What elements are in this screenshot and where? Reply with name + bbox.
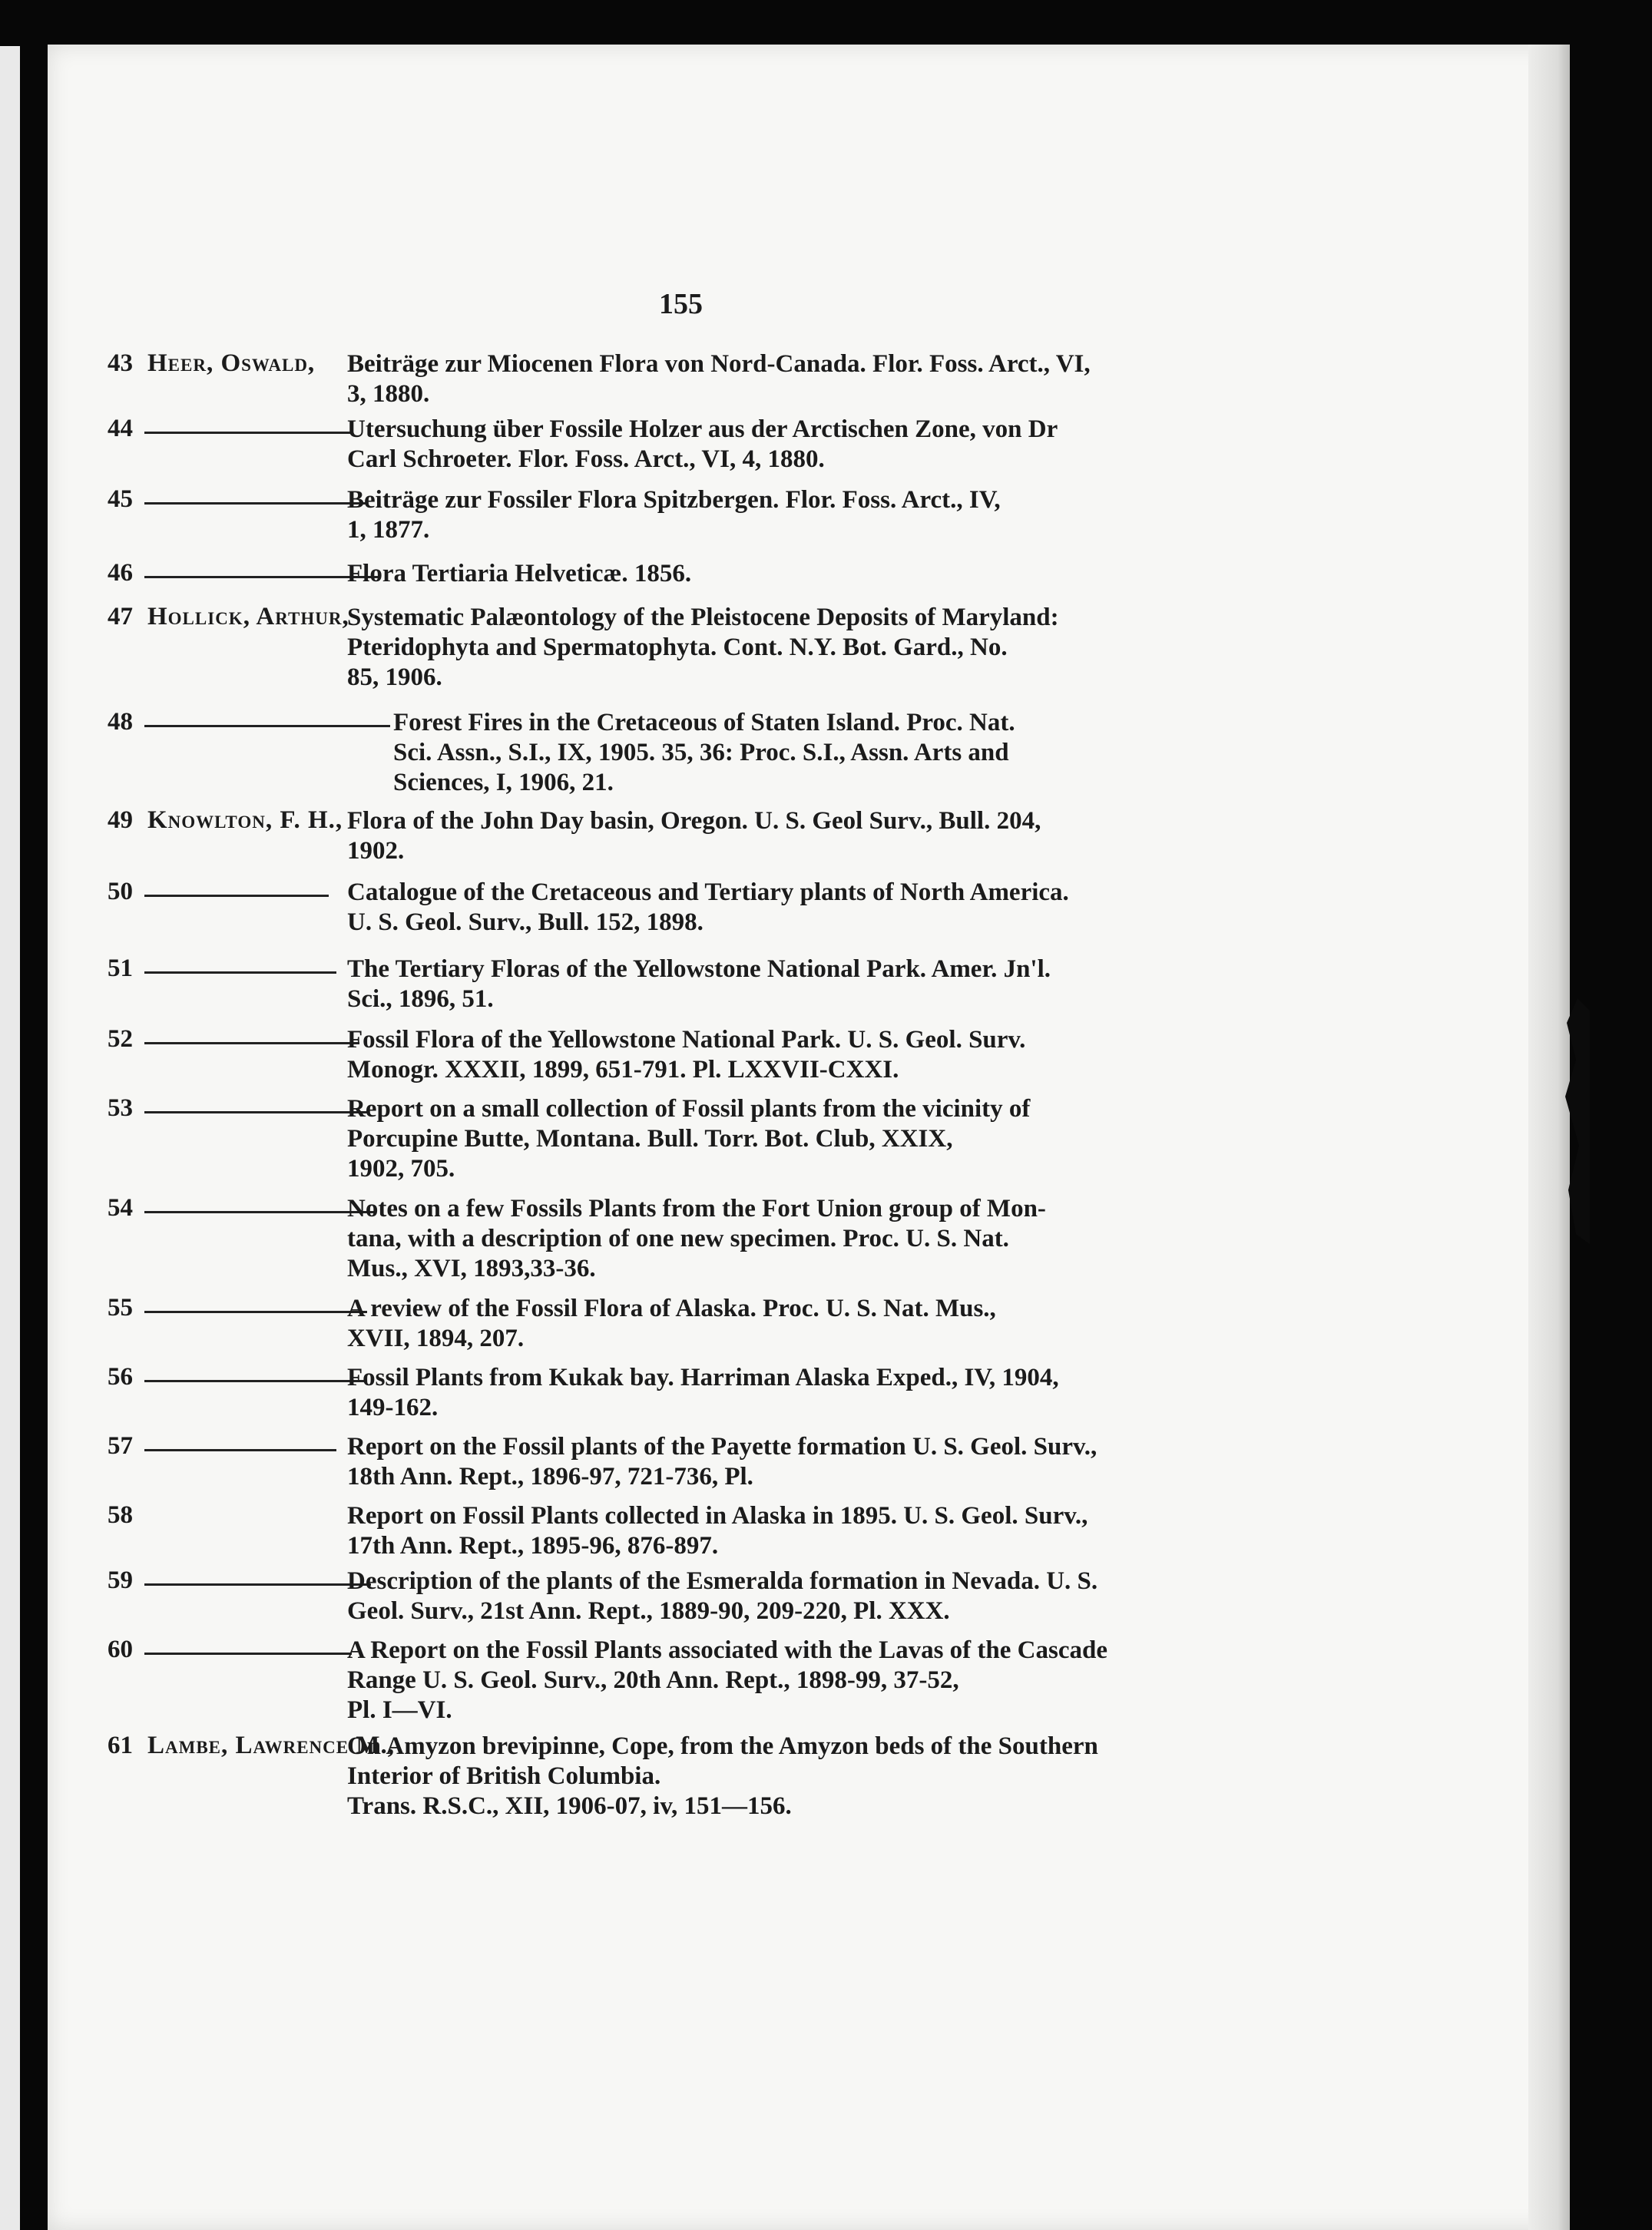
ditto-dash (144, 725, 390, 727)
entry-number: 60 (108, 1636, 133, 1663)
reference-line: U. S. Geol. Surv., Bull. 152, 1898. (347, 908, 704, 936)
ditto-dash (144, 1111, 367, 1113)
ditto-dash (144, 1211, 375, 1213)
entry-number: 53 (108, 1094, 133, 1122)
ditto-dash (144, 1042, 359, 1044)
reference-line: 1902. (347, 837, 405, 865)
ditto-dash (144, 1311, 367, 1313)
reference-line: Pl. I—VI. (347, 1696, 452, 1724)
entry-reference (347, 1501, 1215, 1561)
entry-number: 48 (108, 708, 133, 736)
entry-reference (347, 1432, 1215, 1492)
entry-number: 43 (108, 349, 133, 377)
reference-line: Trans. R.S.C., XII, 1906-07, iv, 151—156. (347, 1792, 792, 1820)
entry-number: 46 (108, 559, 133, 587)
reference-line: Mus., XVI, 1893,33-36. (347, 1255, 596, 1282)
reference-line: 1, 1877. (347, 516, 430, 544)
entry-number: 55 (108, 1294, 133, 1322)
reference-line: A review of the Fossil Flora of Alaska. Proc. U. S. Nat. Mus., (347, 1295, 996, 1322)
entry-reference (347, 349, 1215, 409)
reference-line: 3, 1880. (347, 380, 430, 408)
reference-line: Beiträge zur Miocenen Flora von Nord-Canada. Flor. Foss. Arct., VI, (347, 350, 1091, 378)
entry-reference (347, 485, 1215, 545)
entry-number: 50 (108, 878, 133, 905)
page-fold-shadow (1528, 45, 1570, 2230)
scanner-edge (0, 46, 20, 2230)
reference-line: 1902, 705. (347, 1155, 455, 1183)
reference-line: Forest Fires in the Cretaceous of Staten Island. Proc. Nat. (393, 709, 1015, 736)
entry-reference (347, 415, 1215, 475)
entry-author: Hollick, Arthur, (147, 603, 349, 630)
reference-line: Fossil Flora of the Yellowstone National Park. U. S. Geol. Surv. (347, 1026, 1026, 1054)
reference-line: XVII, 1894, 207. (347, 1325, 525, 1352)
entry-reference (347, 1567, 1215, 1626)
entry-reference (347, 1294, 1215, 1354)
ditto-dash (144, 1380, 367, 1382)
reference-line: Report on Fossil Plants collected in Alaska in 1895. U. S. Geol. Surv., (347, 1502, 1088, 1530)
entry-author: Knowlton, F. H., (147, 806, 343, 834)
reference-line: Description of the plants of the Esmeralda formation in Nevada. U. S. (347, 1567, 1098, 1595)
reference-line: 85, 1906. (347, 663, 442, 691)
entry-number: 52 (108, 1025, 133, 1053)
reference-line: Report on a small collection of Fossil plants from the vicinity of (347, 1095, 1031, 1123)
entry-number: 51 (108, 955, 133, 982)
entry-reference (347, 603, 1215, 693)
reference-line: Catalogue of the Cretaceous and Tertiary plants of North America. (347, 878, 1069, 906)
reference-line: Systematic Palæontology of the Pleistocene Deposits of Maryland: (347, 604, 1059, 631)
reference-line: A Report on the Fossil Plants associated with the Lavas of the Cascade (347, 1636, 1107, 1664)
ditto-dash (144, 895, 329, 897)
reference-line: Utersuchung über Fossile Holzer aus der Arctischen Zone, von Dr (347, 415, 1058, 443)
entry-reference (347, 878, 1215, 938)
reference-line: Flora of the John Day basin, Oregon. U. S. Geol Surv., Bull. 204, (347, 807, 1041, 835)
reference-line: Sci. Assn., S.I., IX, 1905. 35, 36: Proc. S.I., Assn. Arts and (393, 739, 1009, 766)
reference-line: Porcupine Butte, Montana. Bull. Torr. Bot. Club, XXIX, (347, 1125, 953, 1153)
reference-line: 18th Ann. Rept., 1896-97, 721-736, Pl. (347, 1463, 753, 1491)
entry-number: 45 (108, 485, 133, 513)
ditto-dash (144, 432, 352, 434)
entry-number: 57 (108, 1432, 133, 1460)
entry-reference (347, 1363, 1215, 1423)
reference-line: Notes on a few Fossils Plants from the Fort Union group of Mon- (347, 1195, 1046, 1223)
reference-line: Flora Tertiaria Helveticæ. 1856. (347, 560, 692, 587)
reference-line: Pteridophyta and Spermatophyta. Cont. N.Y. Bot. Gard., No. (347, 634, 1008, 661)
reference-line: 149-162. (347, 1394, 439, 1421)
entry-number: 54 (108, 1194, 133, 1222)
reference-line: 17th Ann. Rept., 1895-96, 876-897. (347, 1532, 719, 1560)
ditto-dash (144, 1653, 352, 1655)
reference-line: Carl Schroeter. Flor. Foss. Arct., VI, 4, 1880. (347, 445, 825, 473)
entry-number: 49 (108, 806, 133, 834)
ditto-dash (144, 576, 379, 578)
entry-number: 59 (108, 1567, 133, 1594)
entry-reference (347, 806, 1215, 866)
entry-reference (347, 1636, 1215, 1725)
reference-line: Monogr. XXXII, 1899, 651-791. Pl. LXXVII-CXXI. (347, 1056, 899, 1084)
reference-line: On Amyzon brevipinne, Cope, from the Amyzon beds of the Southern (347, 1732, 1098, 1760)
entry-reference (393, 708, 1261, 798)
entry-reference (347, 955, 1215, 1014)
ditto-dash (144, 1449, 336, 1451)
entry-number: 47 (108, 603, 133, 630)
reference-line: Interior of British Columbia. (347, 1762, 661, 1790)
ditto-dash (144, 1583, 371, 1586)
entry-number: 61 (108, 1732, 133, 1759)
entry-number: 56 (108, 1363, 133, 1391)
reference-line: Fossil Plants from Kukak bay. Harriman Alaska Exped., IV, 1904, (347, 1364, 1059, 1391)
reference-line: Range U. S. Geol. Surv., 20th Ann. Rept., 1898-99, 37-52, (347, 1666, 959, 1694)
ditto-dash (144, 502, 367, 505)
reference-line: Geol. Surv., 21st Ann. Rept., 1889-90, 209-220, Pl. XXX. (347, 1597, 950, 1625)
entry-number: 58 (108, 1501, 133, 1529)
entry-reference (347, 1025, 1215, 1085)
reference-line: The Tertiary Floras of the Yellowstone National Park. Amer. Jn'l. (347, 955, 1051, 983)
entry-reference (347, 1094, 1215, 1184)
entry-reference (347, 1194, 1215, 1284)
reference-line: Beiträge zur Fossiler Flora Spitzbergen. Flor. Foss. Arct., IV, (347, 486, 1001, 514)
entry-author: Lambe, Lawrence M., (147, 1732, 395, 1759)
ditto-dash (144, 971, 336, 974)
entry-reference (347, 559, 1215, 589)
reference-line: Report on the Fossil plants of the Payette formation U. S. Geol. Surv., (347, 1433, 1097, 1461)
entry-author: Heer, Oswald, (147, 349, 316, 377)
reference-line: tana, with a description of one new specimen. Proc. U. S. Nat. (347, 1225, 1009, 1252)
page-number: 155 (659, 288, 703, 320)
entry-number: 44 (108, 415, 133, 442)
reference-line: Sci., 1896, 51. (347, 985, 494, 1013)
entry-reference (347, 1732, 1215, 1821)
reference-line: Sciences, I, 1906, 21. (393, 769, 614, 796)
